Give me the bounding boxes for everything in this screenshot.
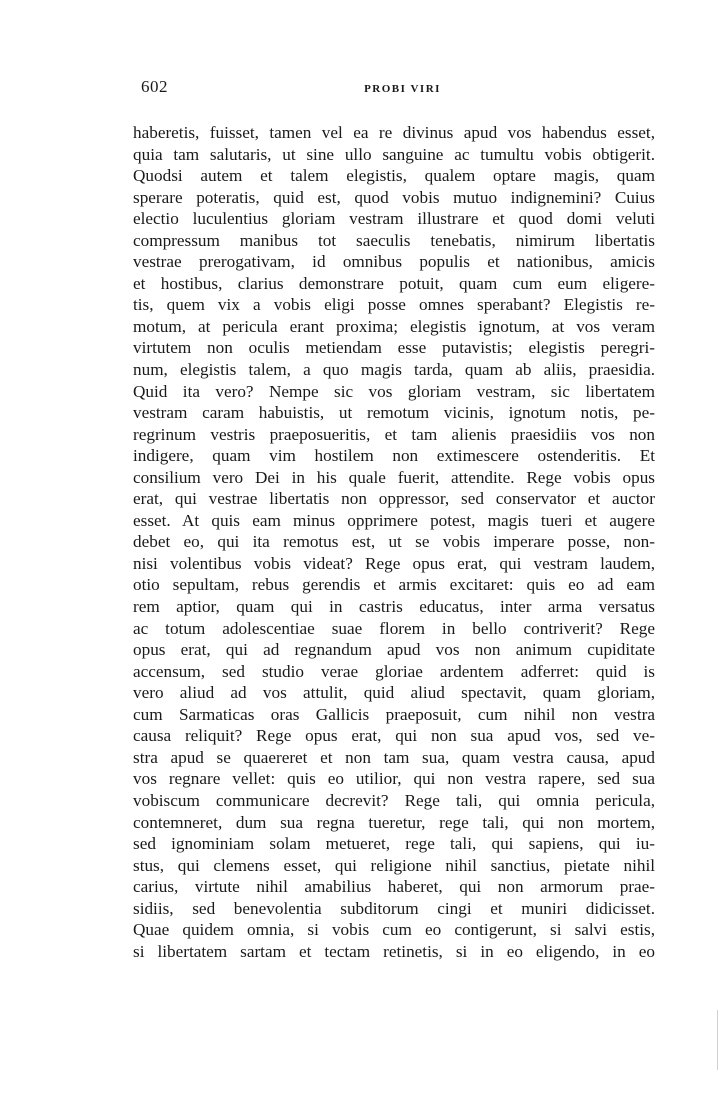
text-line: indigere, quam vim hostilem non extimescere ostenderitis. Et: [133, 446, 655, 466]
text-line: sed ignominiam solam metueret, rege tali, qui sapiens, qui iu-: [133, 834, 655, 854]
text-line: consilium vero Dei in his quale fuerit, attendite. Rege vobis opus: [133, 467, 655, 487]
body-text: [133, 122, 655, 962]
text-line: vero aliud ad vos attulit, quid aliud spectavit, quam gloriam,: [133, 683, 655, 703]
text-line: quia tam salutaris, ut sine ullo sanguine ac tumultu vobis obtigerit.: [133, 144, 655, 164]
text-line: causa reliquit? Rege opus erat, qui non sua apud vos, sed ve-: [133, 726, 655, 746]
text-line: opus erat, qui ad regnandum apud vos non animum cupiditate: [133, 640, 655, 660]
text-line: electio luculentius gloriam vestram illustrare et quod domi veluti: [133, 209, 655, 229]
text-line: nisi volentibus vobis videat? Rege opus erat, qui vestram laudem,: [133, 553, 655, 573]
text-line: vos regnare vellet: quis eo utilior, qui non vestra rapere, sed sua: [133, 769, 655, 789]
text-line: contemneret, dum sua regna tueretur, rege tali, qui non mortem,: [133, 812, 655, 832]
text-line: esset. At quis eam minus opprimere potest, magis tueri et augere: [133, 510, 655, 530]
text-line: compressum manibus tot saeculis tenebatis, nimirum libertatis: [133, 230, 655, 250]
text-line: sidiis, sed benevolentia subditorum cingi et muniri didicisset.: [133, 898, 655, 918]
text-line: haberetis, fuisset, tamen vel ea re divinus apud vos habendus esset,: [133, 123, 655, 142]
text-line: vobiscum communicare decrevit? Rege tali, qui omnia pericula,: [133, 790, 655, 810]
text-line: otio sepultam, rebus gerendis et armis excitaret: quis eo ad eam: [133, 575, 655, 595]
text-line: et hostibus, clarius demonstrare potuit, quam cum eum eligere-: [133, 273, 655, 293]
text-line: vestram caram habuistis, ut remotum vicinis, ignotum notis, pe-: [133, 403, 655, 423]
text-line: sperare poteratis, quid est, quod vobis mutuo indignemini? Cuius: [133, 187, 655, 207]
text-line: erat, qui vestrae libertatis non oppressor, sed conservator et auctor: [133, 489, 655, 509]
text-line: ac totum adolescentiae suae florem in bello contriverit? Rege: [133, 618, 655, 638]
page-number: 602: [141, 77, 168, 96]
scan-bottom-edge: [0, 1096, 720, 1098]
text-line: Quae quidem omnia, si vobis cum eo contigerunt, si salvi estis,: [133, 920, 655, 940]
text-line: tis, quem vix a vobis eligi posse omnes sperabant? Elegistis re-: [133, 295, 655, 315]
text-line: motum, at pericula erant proxima; elegistis ignotum, at vos veram: [133, 316, 655, 336]
text-line: carius, virtute nihil amabilius haberet, qui non armorum prae-: [133, 877, 655, 897]
text-line: rem aptior, quam qui in castris educatus, inter arma versatus: [133, 597, 655, 617]
text-line: vestrae prerogativam, id omnibus populis et nationibus, amicis: [133, 252, 655, 272]
text-line: stra apud se quaereret et non tam sua, quam vestra causa, apud: [133, 747, 655, 767]
scan-edge-mark: [717, 1010, 718, 1070]
text-line: debet eo, qui ita remotus est, ut se vobis imperare posse, non-: [133, 532, 655, 552]
text-line: accensum, sed studio verae gloriae ardentem adferret: quid is: [133, 661, 655, 681]
text-line: si libertatem sartam et tectam retinetis, si in eo eligendo, in eo: [133, 941, 655, 961]
text-line: virtutem non oculis metiendam esse putavistis; elegistis peregri-: [133, 338, 655, 358]
text-line: stus, qui clemens esset, qui religione nihil sanctius, pietate nihil: [133, 855, 655, 875]
text-line: regrinum vestris praeposueritis, et tam alienis praesidiis vos non: [133, 424, 655, 444]
running-head: PROBI VIRI: [364, 83, 441, 95]
text-line: Quid ita vero? Nempe sic vos gloriam vestram, sic libertatem: [133, 381, 655, 401]
text-line: cum Sarmaticas oras Gallicis praeposuit, cum nihil non vestra: [133, 704, 655, 724]
text-line: num, elegistis talem, a quo magis tarda, quam ab aliis, praesidia.: [133, 360, 655, 380]
text-line: Quodsi autem et talem elegistis, qualem optare magis, quam: [133, 166, 655, 186]
